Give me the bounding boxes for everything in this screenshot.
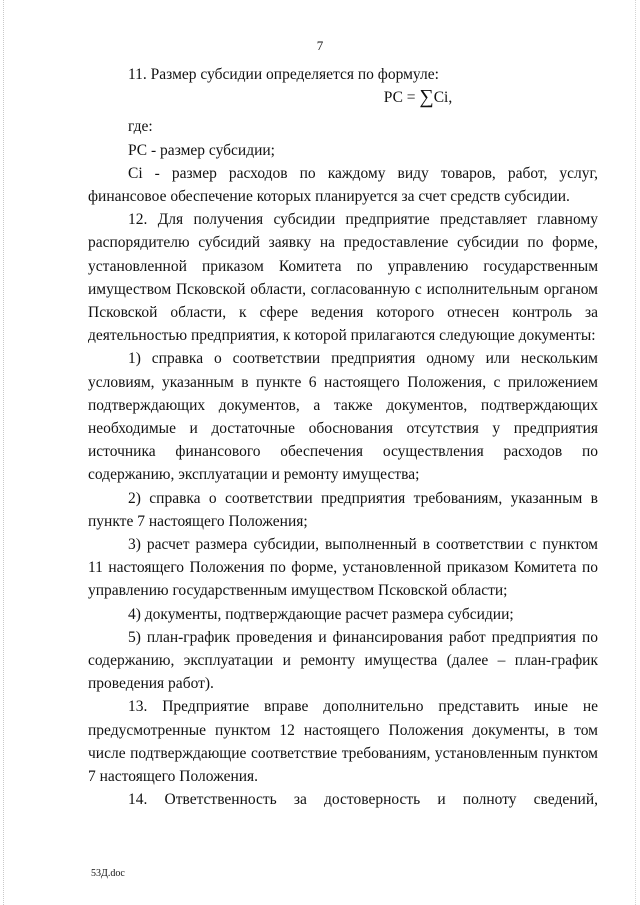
list-item-3: 3) расчет размера субсидии, выполненный в соответствии с пунктом 11 настоящего Положения по форме, установленной приказом Комитета по управлению государственным имуществом Псковской области; bbox=[88, 536, 598, 600]
formula-lhs: РС = bbox=[383, 89, 420, 107]
list-item-5: 5) план-график проведения и финансирования работ предприятия по содержанию, эксплуатации и ремонту имущества (далее – план-график проведения работ). bbox=[88, 628, 598, 693]
paragraph-12: 12. Для получения субсидии предприятие представляет главному распорядителю субсидий заявку на предоставление субсидии по форме, установленной приказом Комитета по управлению государственным имуществом Псковской области, согласованную с исполнительным органом Псковской области, к сфере ведения которого отнесен контроль за деятельностью предприятия, к которой прилагаются следующие документы: bbox=[88, 211, 598, 345]
paragraph-14: 14. Ответственность за достоверность и полноту сведений, bbox=[128, 791, 598, 809]
list-item-1: 1) справка о соответствии предприятия одному или нескольким условиям, указанным в пункте 6 настоящего Положения, с приложением подтверждающих документов, а также документов, подтверждающих необходимые и достаточные обоснования отсутствия у предприятия источника финансового обеспечения осуществления расходов по содержанию, эксплуатации и ремонту имущества; bbox=[88, 350, 598, 484]
list-item-2: 2) справка о соответствии предприятия требованиям, указанным в пункте 7 настоящего Положения; bbox=[88, 489, 598, 530]
list-item-4: 4) документы, подтверждающие расчет размера субсидии; bbox=[128, 605, 514, 623]
formula bbox=[88, 86, 598, 109]
formula-rhs: Сi, bbox=[433, 89, 453, 107]
paragraph-11: 11. Размер субсидии определяется по формуле: bbox=[128, 66, 439, 83]
definition-pc: РС - размер субсидии; bbox=[128, 141, 275, 159]
scan-edge-right bbox=[635, 0, 637, 905]
document-body bbox=[88, 63, 598, 812]
scan-edge-left bbox=[3, 0, 5, 905]
file-name-footer: 53Д.doc bbox=[91, 868, 125, 879]
paragraph-13: 13. Предприятие вправе дополнительно представить иные не предусмотренные пунктом 12 настоящего Положения документы, в том числе подтверждающие соответствие требованиям, установленным пунктом 7 настоящего Положения. bbox=[88, 698, 598, 786]
page-number: 7 bbox=[316, 38, 324, 53]
where-label: где: bbox=[128, 118, 153, 136]
definition-ci: Сi - размер расходов по каждому виду товаров, работ, услуг, финансовое обеспечение которых планируется за счет средств субсидии. bbox=[88, 164, 598, 206]
sum-symbol: ∑ bbox=[419, 86, 434, 109]
